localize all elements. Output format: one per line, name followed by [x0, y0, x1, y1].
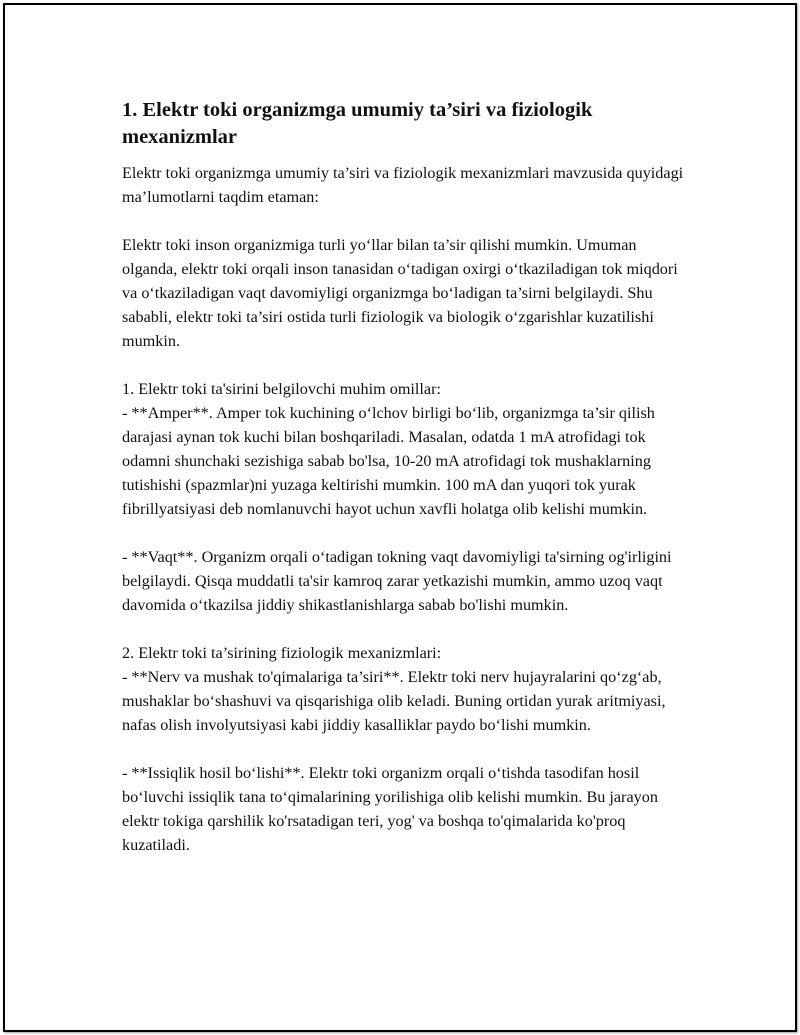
spacer	[122, 353, 692, 377]
list-item-nerv: - **Nerv va mushak to'qimalariga ta’siri**. Elektr toki nerv hujayralarini qo‘zg‘ab, mushaklar bo‘shashuvi va qisqarishiga olib keladi. Buning ortidan yurak aritmiyasi, nafas olish involyutsiyasi kabi jiddiy kasalliklar paydo bo‘lishi mumkin.	[122, 668, 666, 734]
document-page	[3, 3, 797, 1032]
document-content	[122, 97, 692, 857]
section-heading: 2. Elektr toki ta’sirining fiziologik mexanizmlari:	[122, 644, 442, 662]
list-item-issiqlik: - **Issiqlik hosil bo‘lishi**. Elektr toki organizm orqali o‘tishda tasodifan hosil bo‘luvchi issiqlik tana to‘qimalarining yorilishiga olib kelishi mumkin. Bu jarayon elektr tokiga qarshilik ko'rsatadigan teri, yog' va boshqa to'qimalarida ko'proq kuzatiladi.	[122, 764, 658, 854]
spacer	[122, 737, 692, 761]
spacer	[122, 617, 692, 641]
spacer	[122, 521, 692, 545]
page-title: 1. Elektr toki organizmga umumiy ta’siri va fiziologik mexanizmlar	[122, 99, 593, 148]
spacer	[122, 209, 692, 233]
list-item-amper: - **Amper**. Amper tok kuchining o‘lchov birligi bo‘lib, organizmga ta’sir qilish darajasi aynan tok kuchi bilan boshqariladi. Masalan, odatda 1 mA atrofidagi tok odamni shunchaki sezishiga sabab bo'lsa, 10-20 mA atrofidagi tok mushaklarning tutishishi (spazmlar)ni yuzaga keltirishi mumkin. 100 mA dan yuqori tok yurak fibrillyatsiyasi deb nomlanuvchi hayot uchun xavfli holatga olib kelishi mumkin.	[122, 404, 655, 518]
body-paragraph: Elektr toki inson organizmiga turli yo‘llar bilan ta’sir qilishi mumkin. Umuman olganda, elektr toki orqali inson tanasidan o‘tadigan oxirgi o‘tkaziladigan tok miqdori va o‘tkaziladigan vaqt davomiyligi organizmga bo‘ladigan ta’sirni belgilaydi. Shu sababli, elektr toki ta’siri ostida turli fiziologik va biologik o‘zgarishlar kuzatilishi mumkin.	[122, 236, 678, 350]
list-item-vaqt: - **Vaqt**. Organizm orqali o‘tadigan tokning vaqt davomiyligi ta'sirning og'irligini belgilaydi. Qisqa muddatli ta'sir kamroq zarar yetkazishi mumkin, ammo uzoq vaqt davomida o‘tkazilsa jiddiy shikastlanishlarga sabab bo'lishi mumkin.	[122, 548, 672, 614]
intro-paragraph: Elektr toki organizmga umumiy ta’siri va fiziologik mexanizmlari mavzusida quyidagi ma’lumotlarni taqdim etaman:	[122, 164, 684, 206]
section-heading: 1. Elektr toki ta'sirini belgilovchi muhim omillar:	[122, 380, 441, 398]
